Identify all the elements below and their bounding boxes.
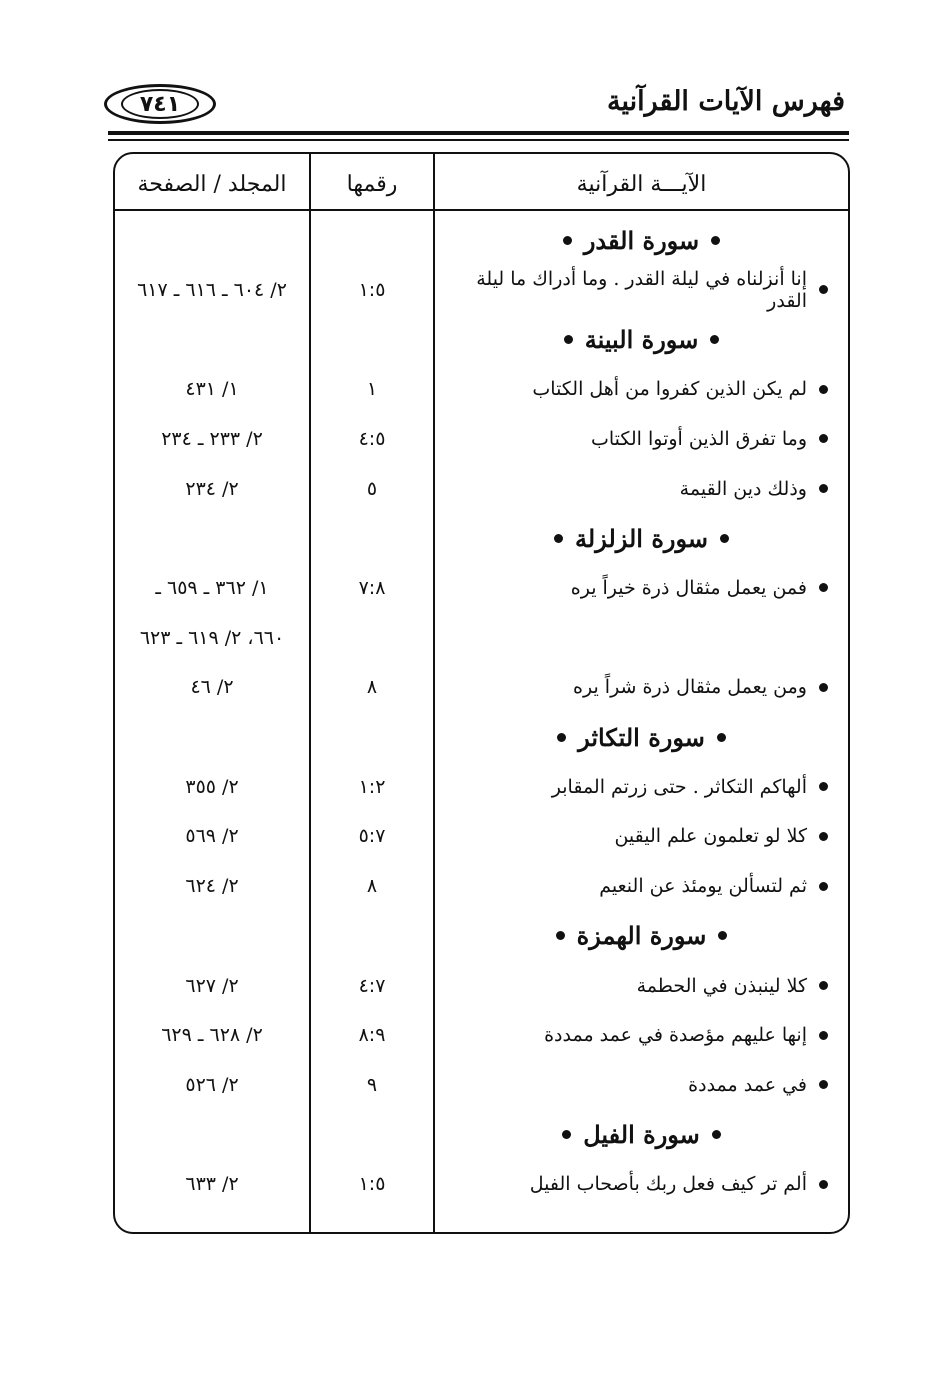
table-row [115, 868, 848, 904]
verse-cell [435, 1166, 840, 1202]
verse-cell [435, 570, 840, 606]
bullet-icon [557, 733, 566, 742]
volume-page-ref: ٦٦٠، ٢/ ٦١٩ ـ ٦٢٣ [139, 626, 285, 649]
verse-number: ١:٥ [358, 278, 386, 301]
volume-page-ref: ٢/ ٦٢٤ [185, 875, 239, 898]
bullet-icon [711, 236, 720, 245]
bullet-icon [717, 733, 726, 742]
verse-number: ٩ [366, 1073, 378, 1096]
table-row [115, 669, 848, 705]
bullet-icon [819, 484, 828, 493]
volume-page-ref: ٢/ ٦٢٨ ـ ٦٢٩ [161, 1024, 263, 1047]
table-row [115, 471, 848, 507]
header-divider [115, 209, 848, 211]
verse-number: ٨ [366, 875, 378, 898]
table-row [115, 968, 848, 1004]
bullet-icon [710, 335, 719, 344]
bullet-icon [564, 335, 573, 344]
bullet-icon [563, 236, 572, 245]
volume-page-ref: ٢/ ٥٦٩ [185, 825, 239, 848]
verse-text: إنا أنزلناه في ليلة القدر . وما أدراك ما ليلة القدر [476, 267, 807, 312]
surah-name: سورة البينة [584, 324, 699, 354]
surah-heading-row [115, 918, 848, 954]
verse-text: ألم تر كيف فعل ربك بأصحاب الفيل [529, 1173, 807, 1196]
surah-name: سورة التكاثر [578, 722, 705, 752]
surah-name: سورة الزلزلة [575, 523, 708, 553]
verse-cell [435, 1017, 840, 1053]
table-row [115, 371, 848, 407]
bullet-icon [556, 931, 565, 940]
bullet-icon [562, 1130, 571, 1139]
verse-cell [435, 868, 840, 904]
table-row [115, 570, 848, 606]
verse-cell [435, 669, 840, 705]
surah-heading [435, 1117, 848, 1153]
verse-text: ثم لتسألن يومئذ عن النعيم [599, 875, 807, 898]
verse-cell [435, 471, 840, 507]
verse-text: ومن يعمل مثقال ذرة شراً يره [573, 676, 807, 699]
index-table [113, 152, 850, 1234]
table-row [115, 620, 848, 656]
verse-number: ١:٢ [358, 775, 386, 798]
surah-heading-row [115, 321, 848, 357]
bullet-icon [819, 583, 828, 592]
surah-heading [435, 918, 848, 954]
bullet-icon [819, 832, 828, 841]
table-row [115, 1067, 848, 1103]
volume-page-ref: ١/ ٣٦٢ ـ ٦٥٩ ـ [155, 576, 269, 599]
bullet-icon [819, 285, 828, 294]
verse-number: ١ [366, 378, 378, 401]
verse-text: وما تفرق الذين أوتوا الكتاب [590, 427, 807, 450]
verse-text: في عمد ممددة [688, 1073, 807, 1096]
verse-number: ٥:٧ [358, 825, 386, 848]
verse-number: ٨ [366, 676, 378, 699]
verse-text: لم يكن الذين كفروا من أهل الكتاب [532, 378, 807, 401]
table-row [115, 769, 848, 805]
surah-name: سورة الفيل [583, 1120, 700, 1150]
volume-page-ref: ٢/ ٥٢٦ [185, 1073, 239, 1096]
volume-page-ref: ١/ ٤٣١ [185, 378, 239, 401]
volume-page-ref: ٢/ ٦٠٤ ـ ٦١٦ ـ ٦١٧ [137, 278, 287, 301]
verse-text: إنها عليهم مؤصدة في عمد ممددة [544, 1024, 807, 1047]
verse-text: فمن يعمل مثقال ذرة خيراً يره [570, 576, 807, 599]
verse-cell [435, 371, 840, 407]
verse-cell [435, 421, 840, 457]
column-header-verse-number: رقمها [346, 171, 398, 197]
bullet-icon [819, 981, 828, 990]
surah-heading [435, 321, 848, 357]
volume-page-ref: ٢/ ٦٢٧ [185, 974, 239, 997]
verse-cell [435, 1067, 840, 1103]
table-row [115, 818, 848, 854]
verse-cell [435, 267, 840, 312]
verse-number: ٧:٨ [358, 576, 386, 599]
bullet-icon [819, 782, 828, 791]
volume-page-ref: ٢/ ٣٥٥ [185, 775, 239, 798]
volume-page-ref: ٢/ ٤٦ [190, 676, 234, 699]
bullet-icon [554, 534, 563, 543]
surah-heading-row [115, 520, 848, 556]
verse-cell [435, 769, 840, 805]
page-number-badge [104, 84, 216, 124]
surah-heading [435, 719, 848, 755]
surah-heading [435, 520, 848, 556]
verse-cell [435, 968, 840, 1004]
verse-cell [435, 818, 840, 854]
verse-text: ألهاكم التكاثر . حتى زرتم المقابر [551, 775, 807, 798]
volume-page-ref: ٢/ ٢٣٤ [185, 477, 239, 500]
verse-number: ٨:٩ [358, 1024, 386, 1047]
table-row [115, 267, 848, 312]
surah-heading-row [115, 222, 848, 258]
bullet-icon [819, 1031, 828, 1040]
bullet-icon [819, 683, 828, 692]
verse-text: وذلك دين القيمة [679, 477, 807, 500]
surah-heading [435, 222, 848, 258]
table-row [115, 421, 848, 457]
volume-page-ref: ٢/ ٢٣٣ ـ ٢٣٤ [161, 427, 263, 450]
surah-heading-row [115, 1117, 848, 1153]
volume-page-ref: ٢/ ٦٣٣ [185, 1173, 239, 1196]
verse-number: ٤:٥ [358, 427, 386, 450]
column-header-volume-page: المجلد / الصفحة [137, 171, 287, 197]
surah-name: سورة الهمزة [576, 921, 707, 951]
verse-number: ٥ [366, 477, 378, 500]
verse-number: ٤:٧ [358, 974, 386, 997]
verse-number: ١:٥ [358, 1173, 386, 1196]
bullet-icon [712, 1130, 721, 1139]
header-rule-thin [108, 139, 849, 141]
verse-text: كلا لو تعلمون علم اليقين [614, 825, 807, 848]
surah-name: سورة القدر [583, 225, 700, 255]
bullet-icon [819, 1180, 828, 1189]
bullet-icon [718, 931, 727, 940]
verse-text: كلا لينبذن في الحطمة [636, 974, 807, 997]
column-header-verse: الآيـــة القرآنية [576, 171, 707, 197]
bullet-icon [720, 534, 729, 543]
page-title: فهرس الآيات القرآنية [607, 86, 845, 117]
bullet-icon [819, 385, 828, 394]
bullet-icon [819, 434, 828, 443]
table-row [115, 1017, 848, 1053]
surah-heading-row [115, 719, 848, 755]
table-row [115, 1166, 848, 1202]
bullet-icon [819, 882, 828, 891]
bullet-icon [819, 1080, 828, 1089]
page-number: ٧٤١ [121, 89, 199, 119]
header-rule-thick [108, 131, 849, 135]
